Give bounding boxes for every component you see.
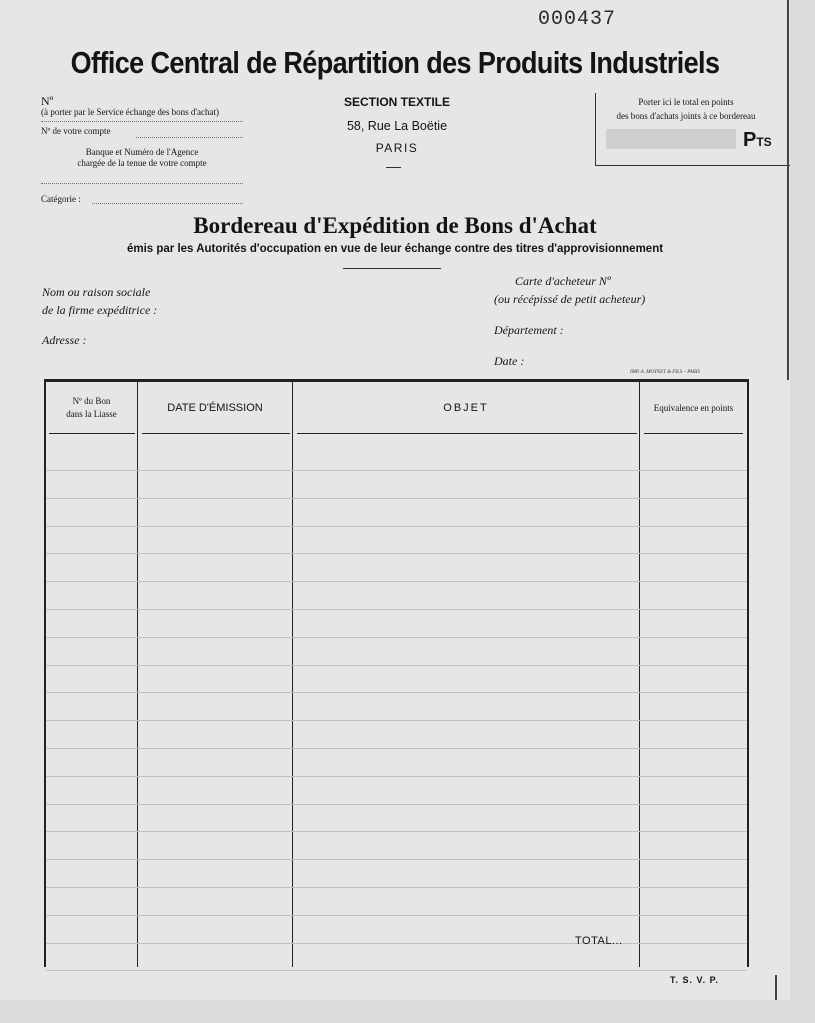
serial-number: 000437 (538, 8, 617, 31)
account-label: Nº de votre compte (41, 126, 111, 136)
header-underline (644, 433, 743, 434)
table-row[interactable] (46, 776, 747, 777)
scan-edge (775, 975, 777, 1000)
scan-edge (787, 0, 789, 380)
total-label: TOTAL... (575, 935, 623, 947)
form-title: Bordereau d'Expédition de Bons d'Achat (193, 213, 597, 238)
column-header-voucher-number: Nº du Bon dans la Liasse (66, 395, 117, 419)
section-name: SECTION TEXTILE (343, 95, 450, 109)
page-turn-note: T. S. V. P. (670, 975, 720, 985)
table-row[interactable] (46, 804, 747, 805)
points-total-box (595, 93, 790, 166)
bank-label-line2: chargée de la tenue de votre compte (77, 158, 207, 168)
table-row[interactable] (46, 553, 747, 554)
column-header-points: Equivalence en points (653, 402, 734, 413)
header-underline (142, 433, 290, 434)
section-divider (386, 167, 401, 168)
sender-name-label-line1: Nom ou raison sociale (42, 285, 151, 299)
table-row[interactable] (46, 887, 747, 888)
table-row[interactable] (46, 915, 747, 916)
table-row[interactable] (46, 970, 747, 971)
points-input-area[interactable] (606, 129, 736, 149)
column-header-issue-date: DATE D'ÉMISSION (167, 401, 263, 414)
page-title: Office Central de Répartition des Produits Industriels (70, 46, 720, 80)
column-header-object: OBJET (443, 401, 489, 414)
table-row[interactable] (46, 526, 747, 527)
points-box-line2: des bons d'achats joints à ce bordereau (616, 111, 756, 121)
category-field-line (92, 202, 243, 204)
title-divider (343, 268, 441, 269)
form-subtitle: émis par les Autorités d'occupation en vue de leur échange contre des titres d'approvisionnement (126, 243, 664, 255)
printer-mark: IMP. A. MOYNET & FILS – PARIS (630, 370, 700, 375)
table-row[interactable] (46, 498, 747, 499)
table-row[interactable] (46, 720, 747, 721)
vouchers-table (44, 379, 749, 967)
section-address: 58, Rue La Boëtie (346, 119, 448, 133)
buyer-card-note: (ou récépissé de petit acheteur) (494, 292, 646, 306)
table-row[interactable] (46, 581, 747, 582)
sender-name-label-line2: de la firme expéditrice : (42, 303, 158, 317)
table-row[interactable] (46, 943, 747, 944)
table-row[interactable] (46, 831, 747, 832)
date-label: Date : (494, 354, 525, 368)
table-row[interactable] (46, 692, 747, 693)
points-unit-label: PTS (743, 129, 772, 151)
sender-address-label: Adresse : (42, 333, 87, 347)
section-city: PARIS (375, 141, 419, 155)
bank-field-line (41, 182, 243, 184)
no-label: Nº (41, 94, 54, 108)
header-underline (297, 433, 637, 434)
table-row[interactable] (46, 637, 747, 638)
no-field-line (41, 120, 243, 122)
table-row[interactable] (46, 665, 747, 666)
table-row[interactable] (46, 859, 747, 860)
table-row[interactable] (46, 470, 747, 471)
table-row[interactable] (46, 609, 747, 610)
account-field-line (136, 136, 243, 138)
points-box-line1: Porter ici le total en points (638, 97, 734, 107)
buyer-card-label: Carte d'acheteur Nº (515, 274, 611, 288)
table-row[interactable] (46, 748, 747, 749)
department-label: Département : (494, 323, 564, 337)
no-note: (à porter par le Service échange des bons d'achat) (41, 107, 220, 117)
header-underline (49, 433, 135, 434)
category-label: Catégorie : (41, 194, 81, 204)
bank-label-line1: Banque et Numéro de l'Agence (85, 147, 199, 157)
